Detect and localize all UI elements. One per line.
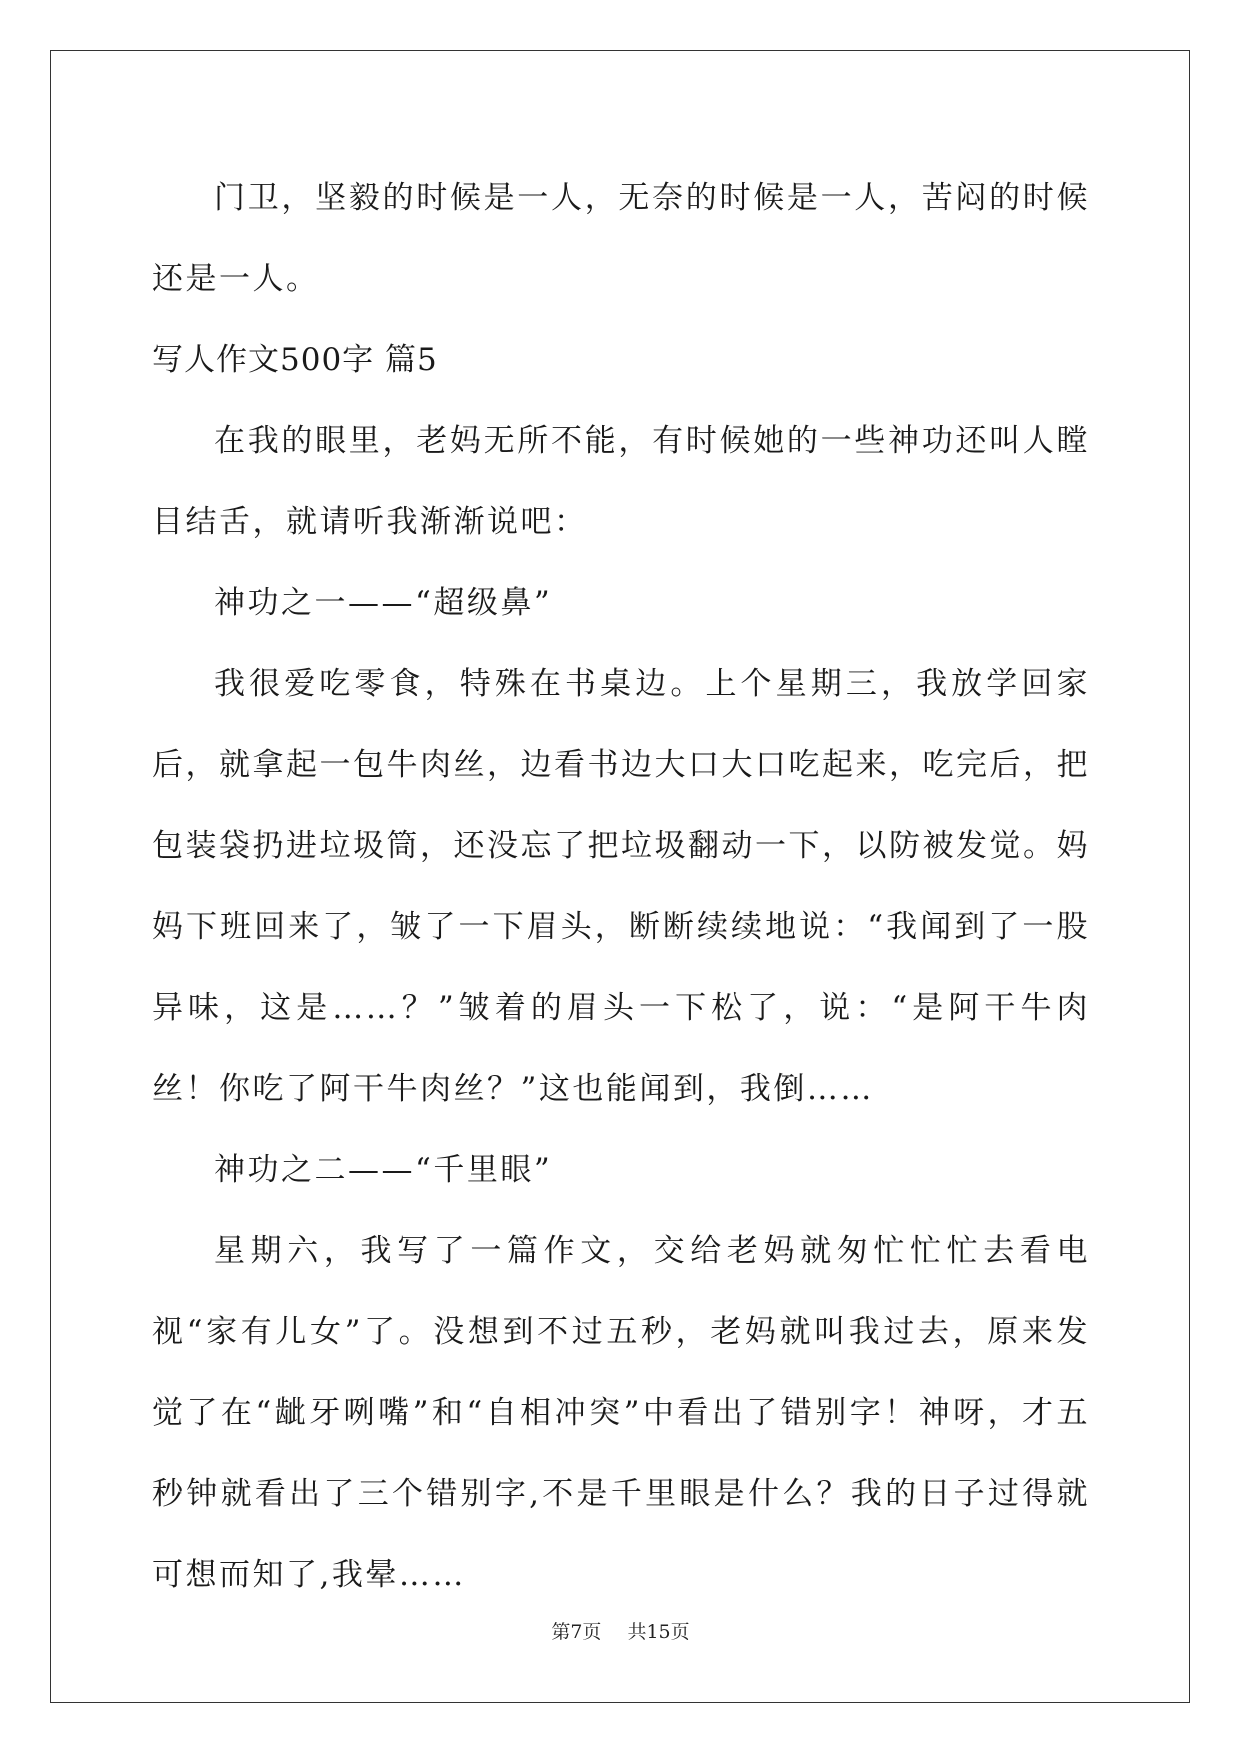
paragraph-gatekeeper-ending: 门卫，坚毅的时候是一人，无奈的时候是一人，苦闷的时候还是一人。 [152, 180, 1090, 297]
paragraph-super-nose-story: 我很爱吃零食，特殊在书桌边。上个星期三，我放学回家后，就拿起一包牛肉丝，边看书边大口大口吃起来，吃完后，把包装袋扔进垃圾筒，还没忘了把垃圾翻动一下，以防被发觉。妈妈下班回来了，皱了一下眉头，断断续续地说：“我闻到了一股异味，这是……？”皱着的眉头一下松了，说：“是阿干牛肉丝！你吃了阿干牛肉丝？”这也能闻到，我倒…… [152, 666, 1090, 1107]
page-footer [0, 1620, 1241, 1644]
document-body [152, 158, 1090, 1616]
section-heading: 写人作文500字 篇5 [152, 342, 438, 378]
page-total: 共15页 [627, 1621, 690, 1643]
subheading-super-nose: 神功之一——“超级鼻” [214, 585, 553, 621]
page-number: 第7页 [551, 1621, 602, 1643]
paragraph-thousand-mile-eye-story: 星期六，我写了一篇作文，交给老妈就匆忙忙忙去看电视“家有儿女”了。没想到不过五秒，老妈就叫我过去，原来发觉了在“龇牙咧嘴”和“自相冲突”中看出了错别字！神呀，才五秒钟就看出了三个错别字,不是千里眼是什么？我的日子过得就可想而知了,我晕…… [152, 1233, 1090, 1593]
paragraph-intro: 在我的眼里，老妈无所不能，有时候她的一些神功还叫人瞠目结舌，就请听我渐渐说吧： [152, 423, 1090, 540]
subheading-thousand-mile-eye: 神功之二——“千里眼” [214, 1152, 553, 1188]
